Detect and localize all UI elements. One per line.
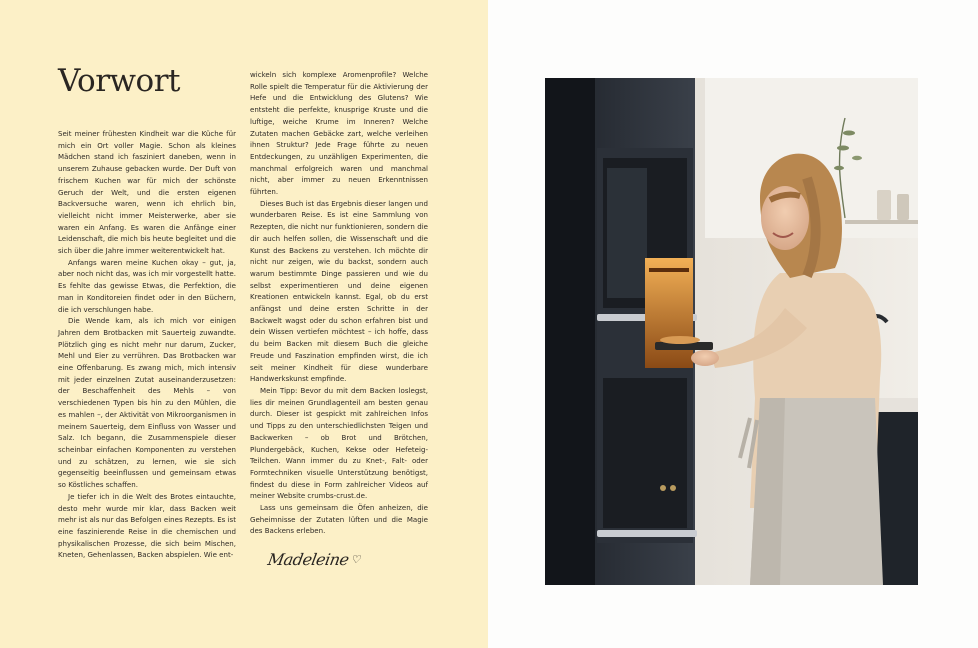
text-column-left: [58, 128, 236, 561]
paragraph: Je tiefer ich in die Welt des Brotes eintauchte, desto mehr wurde mir klar, dass Backen weit mehr ist als nur das Befolgen eines Rezepts. Es ist eine faszinierende Reise in die chemischen und physikalischen Prozesse, die sich beim Mischen, Kneten, Gehenlassen, Backen abspielen. Wie ent-: [58, 491, 236, 560]
paragraph: Dieses Buch ist das Ergebnis dieser langen und wunderbaren Reise. Es ist eine Sammlung von Rezepten, die nicht nur funktionieren, sondern die dir auch helfen sollen, die Wissenschaft und die Kunst des Backens zu verstehen. Ich möchte dir nicht nur zeigen, wie du backst, sondern auch warum bestimmte Dinge passieren und wie du selbst experimentieren und deine eigenen Kreationen entwickeln kannst. Egal, ob du erst anfängst und deine ersten Schritte in der Backwelt wagst oder du schon erfahren bist und dein Wissen vertiefen möchtest – ich hoffe, dass du beim Backen mit diesem Buch die gleiche Freude und Faszination empfinden wirst, die ich seit meiner Kindheit für diese wunderbare Handwerkskunst empfinde.: [250, 198, 428, 384]
paragraph: Mein Tipp: Bevor du mit dem Backen loslegst, lies dir meinen Grundlagenteil am besten genau durch. Dieser ist gespickt mit zahlreichen Infos und Tipps zu den unterschiedlichsten Teigen und Backwerken – ob Brot und Brötchen, Plundergebäck, Kuchen, Kekse oder Hefeteig-Teilchen. Wann immer du zu Knet-, Falt- oder Formtechniken visuelle Unterstützung benötigst, findest du diese in Form zahlreicher Videos auf meiner Website crumbs-crust.de.: [250, 385, 428, 501]
paragraph: Lass uns gemeinsam die Öfen anheizen, die Geheimnisse der Zutaten lüften und die Magie des Backens erleben.: [250, 503, 428, 536]
page-title: Vorwort: [58, 63, 180, 99]
text-column-right: [250, 69, 428, 537]
heart-outline-icon: ♡: [350, 553, 363, 566]
signature-name: Madeleine: [266, 550, 351, 569]
left-page: [0, 0, 488, 648]
paragraph: Anfangs waren meine Kuchen okay – gut, ja, aber noch nicht das, was ich mir vorgestellt hatte. Es fehlte das gewisse Etwas, die Perfektion, die man in Konditoreien findet oder in den Büchern, die ich verschlungen habe.: [58, 257, 236, 314]
paragraph: wickeln sich komplexe Aromenprofile? Welche Rolle spielt die Temperatur für die Aktivierung der Hefe und die Entwicklung des Glutens? Wie entsteht die perfekte, knusprige Kruste und die luftige, weiche Krume im Inneren? Welche Zutaten machen Gebäcke zart, welche verleihen ihnen Struktur? Jede Frage führte zu neuen Entdeckungen, zu unzähligen Experimenten, die manchmal erfolgreich waren und manchmal nicht, aber immer zu neuen Erkenntnissen führten.: [250, 70, 428, 197]
signature: [266, 550, 362, 569]
paragraph: Die Wende kam, als ich mich vor einigen Jahren dem Brotbacken mit Sauerteig zuwandte. Plötzlich ging es nicht mehr nur darum, Zucker, Mehl und Eier zu verrühren. Das Brotbacken war eine Offenbarung. Es zwang mich, mich intensiv mit jeder einzelnen Zutat auseinanderzusetzen: der Beschaffenheit des Mehls – von verschiedenen Typen bis hin zu den Mühlen, die es mahlen –, der Aktivität von Mikroorganismen in meinem Sauerteig, dem Einfluss von Wasser und Salz. Ich begann, die Zusammenspiele dieser scheinbar einfachen Komponenten zu verstehen und zu schätzen, zu lernen, wie sie sich gegenseitig beeinflussen und gemeinsam etwas so Köstliches schaffen.: [58, 316, 236, 490]
paragraph: Seit meiner frühesten Kindheit war die Küche für mich ein Ort voller Magie. Schon als kleines Mädchen stand ich fasziniert daneben, wenn in unserem Zuhause gebacken wurde. Der Duft von frischem Kuchen war für mich der schönste Geruch der Welt, und die ersten eigenen Backversuche waren, wenn ich ehrlich bin, vielleicht nicht immer Meisterwerke, aber sie waren ein Anfang. Es waren die Anfänge einer Leidenschaft, die mich bis heute begleitet und die sich über die Jahre immer weiterentwickelt hat.: [58, 129, 236, 256]
photo-woman-at-oven: [545, 78, 918, 585]
